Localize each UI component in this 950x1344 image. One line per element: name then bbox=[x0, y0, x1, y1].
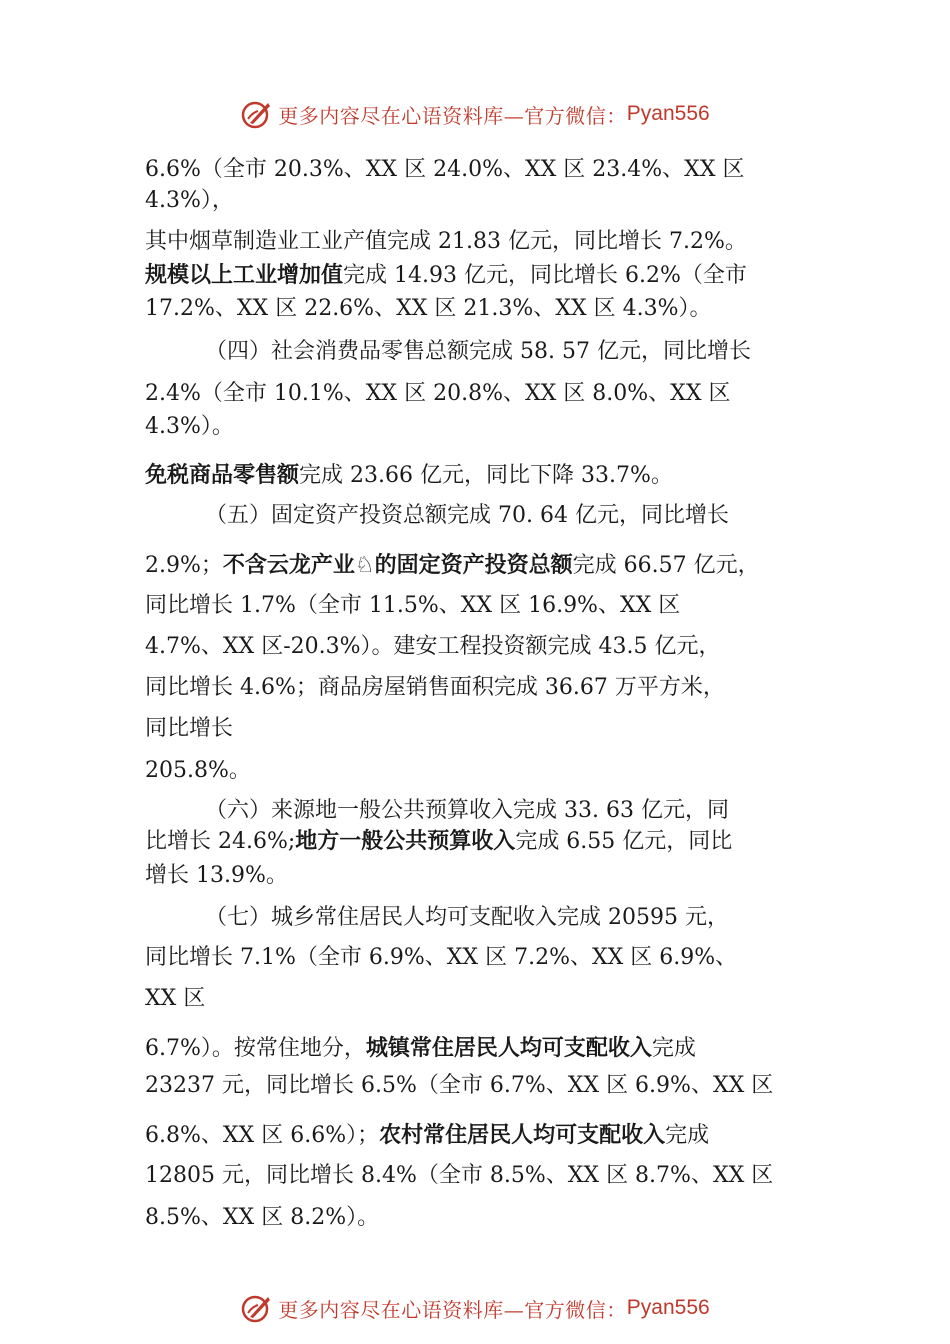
footer-wechat-id: Pyan556 bbox=[626, 1296, 710, 1319]
text-line-7: 2.4%（全市 10.1%、XX 区 20.8%、XX 区 8.0%、XX 区 bbox=[145, 381, 731, 406]
text-line-25-pre: 6.8%、XX 区 6.6%）； bbox=[145, 1123, 380, 1148]
text-line-13: 4.7%、XX 区-20.3%）。建安工程投资额完成 43.5 亿元， bbox=[145, 634, 721, 659]
section-6-heading: （六）来源地一般公共预算收入完成 33. 63 亿元，同 bbox=[205, 798, 729, 823]
text-line-23-pre: 6.7%）。按常住地分， bbox=[145, 1036, 366, 1061]
text-line-23 bbox=[145, 1035, 696, 1063]
text-line-16: 205.8%。 bbox=[145, 758, 251, 783]
text-line-25-rest: 完成 bbox=[665, 1123, 710, 1148]
text-line-11-pre: 2.9%； bbox=[145, 553, 223, 578]
header-wechat-id: Pyan556 bbox=[626, 102, 710, 125]
bold-term-rural-income: 农村常住居民人均可支配收入 bbox=[379, 1123, 666, 1148]
page-header bbox=[0, 94, 950, 134]
text-line-18-pre: 比增长 24.6%; bbox=[145, 829, 296, 854]
section-4-heading: （四）社会消费品零售总额完成 58. 57 亿元，同比增长 bbox=[205, 339, 751, 364]
text-line-25 bbox=[145, 1122, 709, 1150]
text-line-5: 17.2%、XX 区 22.6%、XX 区 21.3%、XX 区 4.3%）。 bbox=[145, 296, 712, 321]
text-line-15: 同比增长 bbox=[145, 716, 234, 741]
text-line-11-rest: 完成 66.57 亿元， bbox=[572, 553, 760, 578]
text-line-8: 4.3%）。 bbox=[145, 414, 234, 439]
page-footer bbox=[0, 1288, 950, 1328]
text-line-26: 12805 元，同比增长 8.4%（全市 8.5%、XX 区 8.7%、XX 区 bbox=[145, 1163, 774, 1188]
text-line-19: 增长 13.9%。 bbox=[145, 863, 288, 888]
text-line-18-rest: 完成 6.55 亿元，同比 bbox=[515, 829, 733, 854]
text-line-24: 23237 元，同比增长 6.5%（全市 6.7%、XX 区 6.9%、XX 区 bbox=[145, 1073, 774, 1098]
text-line-9 bbox=[145, 462, 673, 490]
quill-logo-icon bbox=[240, 1291, 274, 1325]
header-text: 更多内容尽在心语资料库—官方微信： bbox=[278, 103, 627, 128]
text-line-11 bbox=[145, 552, 760, 580]
section-7-heading: （七）城乡常住居民人均可支配收入完成 20595 元， bbox=[205, 905, 729, 930]
text-line-22: XX 区 bbox=[145, 986, 206, 1011]
text-line-23-rest: 完成 bbox=[651, 1036, 696, 1061]
text-line-14: 同比增长 4.6%；商品房屋销售面积完成 36.67 万平方米， bbox=[145, 675, 725, 700]
section-5-heading: （五）固定资产投资总额完成 70. 64 亿元，同比增长 bbox=[205, 503, 729, 528]
text-line-1: 6.6%（全市 20.3%、XX 区 24.0%、XX 区 23.4%、XX 区 bbox=[145, 157, 745, 182]
text-line-9-rest: 完成 23.66 亿元，同比下降 33.7%。 bbox=[299, 463, 673, 488]
text-line-27: 8.5%、XX 区 8.2%）。 bbox=[145, 1205, 380, 1230]
text-line-2: 4.3%）， bbox=[145, 188, 234, 213]
text-line-12: 同比增长 1.7%（全市 11.5%、XX 区 16.9%、XX 区 bbox=[145, 593, 681, 618]
footer-text: 更多内容尽在心语资料库—官方微信： bbox=[278, 1297, 627, 1322]
bold-term-industrial-added-value: 规模以上工业增加值 bbox=[145, 263, 344, 288]
text-line-4 bbox=[145, 262, 747, 290]
text-line-3: 其中烟草制造业工业产值完成 21.83 亿元，同比增长 7.2%。 bbox=[145, 229, 747, 254]
text-line-21: 同比增长 7.1%（全市 6.9%、XX 区 7.2%、XX 区 6.9%、 bbox=[145, 945, 738, 970]
bold-term-duty-free-sales: 免税商品零售额 bbox=[145, 463, 300, 488]
text-line-18 bbox=[145, 828, 732, 856]
bold-term-fixed-asset-investment: 不含云龙产业♘的固定资产投资总额 bbox=[222, 553, 573, 578]
quill-logo-icon bbox=[240, 97, 274, 131]
bold-term-urban-income: 城镇常住居民人均可支配收入 bbox=[365, 1036, 652, 1061]
text-line-4-rest: 完成 14.93 亿元，同比增长 6.2%（全市 bbox=[343, 263, 747, 288]
bold-term-local-budget-revenue: 地方一般公共预算收入 bbox=[295, 829, 516, 854]
